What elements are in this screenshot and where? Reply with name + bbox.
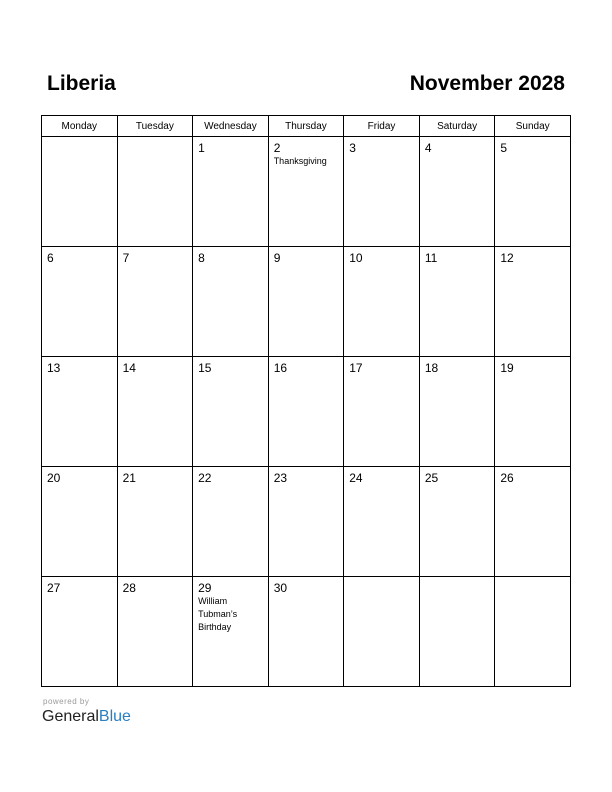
day-number: 28 [122, 581, 136, 595]
day-cell [344, 137, 420, 247]
day-number: 19 [500, 361, 514, 375]
day-cell [193, 247, 269, 357]
day-number: 3 [349, 141, 356, 155]
holiday-label: William Tubman’s Birthday [198, 596, 238, 632]
day-number: 1 [198, 141, 205, 155]
weekday-header: Friday [344, 116, 420, 137]
weekday-header: Thursday [268, 116, 344, 137]
weekday-header: Monday [42, 116, 118, 137]
day-number: 22 [198, 471, 212, 485]
day-number: 18 [424, 361, 439, 375]
day-cell [193, 357, 269, 467]
day-cell [344, 247, 420, 357]
day-number: 17 [349, 361, 363, 375]
weekday-header-row [42, 116, 571, 137]
day-cell [42, 247, 118, 357]
day-cell [344, 467, 420, 577]
day-cell [419, 357, 495, 467]
calendar-grid [41, 115, 571, 687]
brand-general-text: General [42, 708, 99, 725]
day-number: 30 [273, 581, 288, 595]
day-number: 14 [122, 361, 136, 375]
day-cell [42, 357, 118, 467]
day-cell [495, 467, 571, 577]
day-number: 9 [273, 251, 281, 265]
day-cell [268, 137, 344, 247]
day-cell [117, 247, 193, 357]
weekday-header: Tuesday [117, 116, 193, 137]
day-number: 29 [198, 581, 212, 595]
day-number: 5 [500, 141, 508, 155]
country-title: Liberia [47, 72, 116, 95]
day-cell [344, 577, 420, 687]
day-number: 27 [47, 581, 61, 595]
day-cell [419, 247, 495, 357]
day-cell [419, 137, 495, 247]
day-cell [117, 467, 193, 577]
day-number: 11 [424, 251, 438, 265]
day-cell [193, 467, 269, 577]
week-row [42, 247, 571, 357]
day-number: 2 [273, 141, 281, 155]
generalblue-logo [42, 708, 131, 726]
day-number: 16 [273, 361, 288, 375]
day-number: 21 [122, 471, 136, 485]
day-cell [193, 137, 269, 247]
day-number: 26 [500, 471, 514, 485]
day-cell [268, 577, 344, 687]
day-number: 24 [349, 471, 363, 485]
powered-by-label: powered by [43, 697, 90, 706]
day-number: 20 [47, 471, 61, 485]
week-row [42, 357, 571, 467]
day-number: 12 [500, 251, 514, 265]
day-number: 8 [198, 251, 205, 265]
brand-blue-text: Blue [98, 708, 131, 725]
day-cell [117, 137, 193, 247]
day-cell [344, 357, 420, 467]
day-cell [419, 577, 495, 687]
day-number: 23 [273, 471, 288, 485]
day-number: 13 [47, 361, 61, 375]
day-cell [193, 577, 269, 687]
day-number: 7 [122, 251, 130, 265]
day-cell [495, 357, 571, 467]
weekday-header: Wednesday [193, 116, 269, 137]
day-cell [419, 467, 495, 577]
day-cell [42, 137, 118, 247]
day-cell [495, 577, 571, 687]
day-cell [268, 357, 344, 467]
day-number: 6 [47, 251, 54, 265]
week-row [42, 137, 571, 247]
day-number: 15 [198, 361, 212, 375]
week-row [42, 577, 571, 687]
month-year-title: November 2028 [409, 72, 565, 95]
week-row [42, 467, 571, 577]
weekday-header: Sunday [495, 116, 571, 137]
day-cell [495, 137, 571, 247]
day-cell [42, 577, 118, 687]
weekday-header: Saturday [419, 116, 495, 137]
holiday-label: Thanksgiving [273, 156, 327, 166]
day-cell [495, 247, 571, 357]
day-cell [117, 577, 193, 687]
day-number: 10 [349, 251, 363, 265]
day-cell [268, 467, 344, 577]
day-number: 4 [424, 141, 432, 155]
day-cell [117, 357, 193, 467]
day-cell [268, 247, 344, 357]
day-number: 25 [424, 471, 439, 485]
day-cell [42, 467, 118, 577]
